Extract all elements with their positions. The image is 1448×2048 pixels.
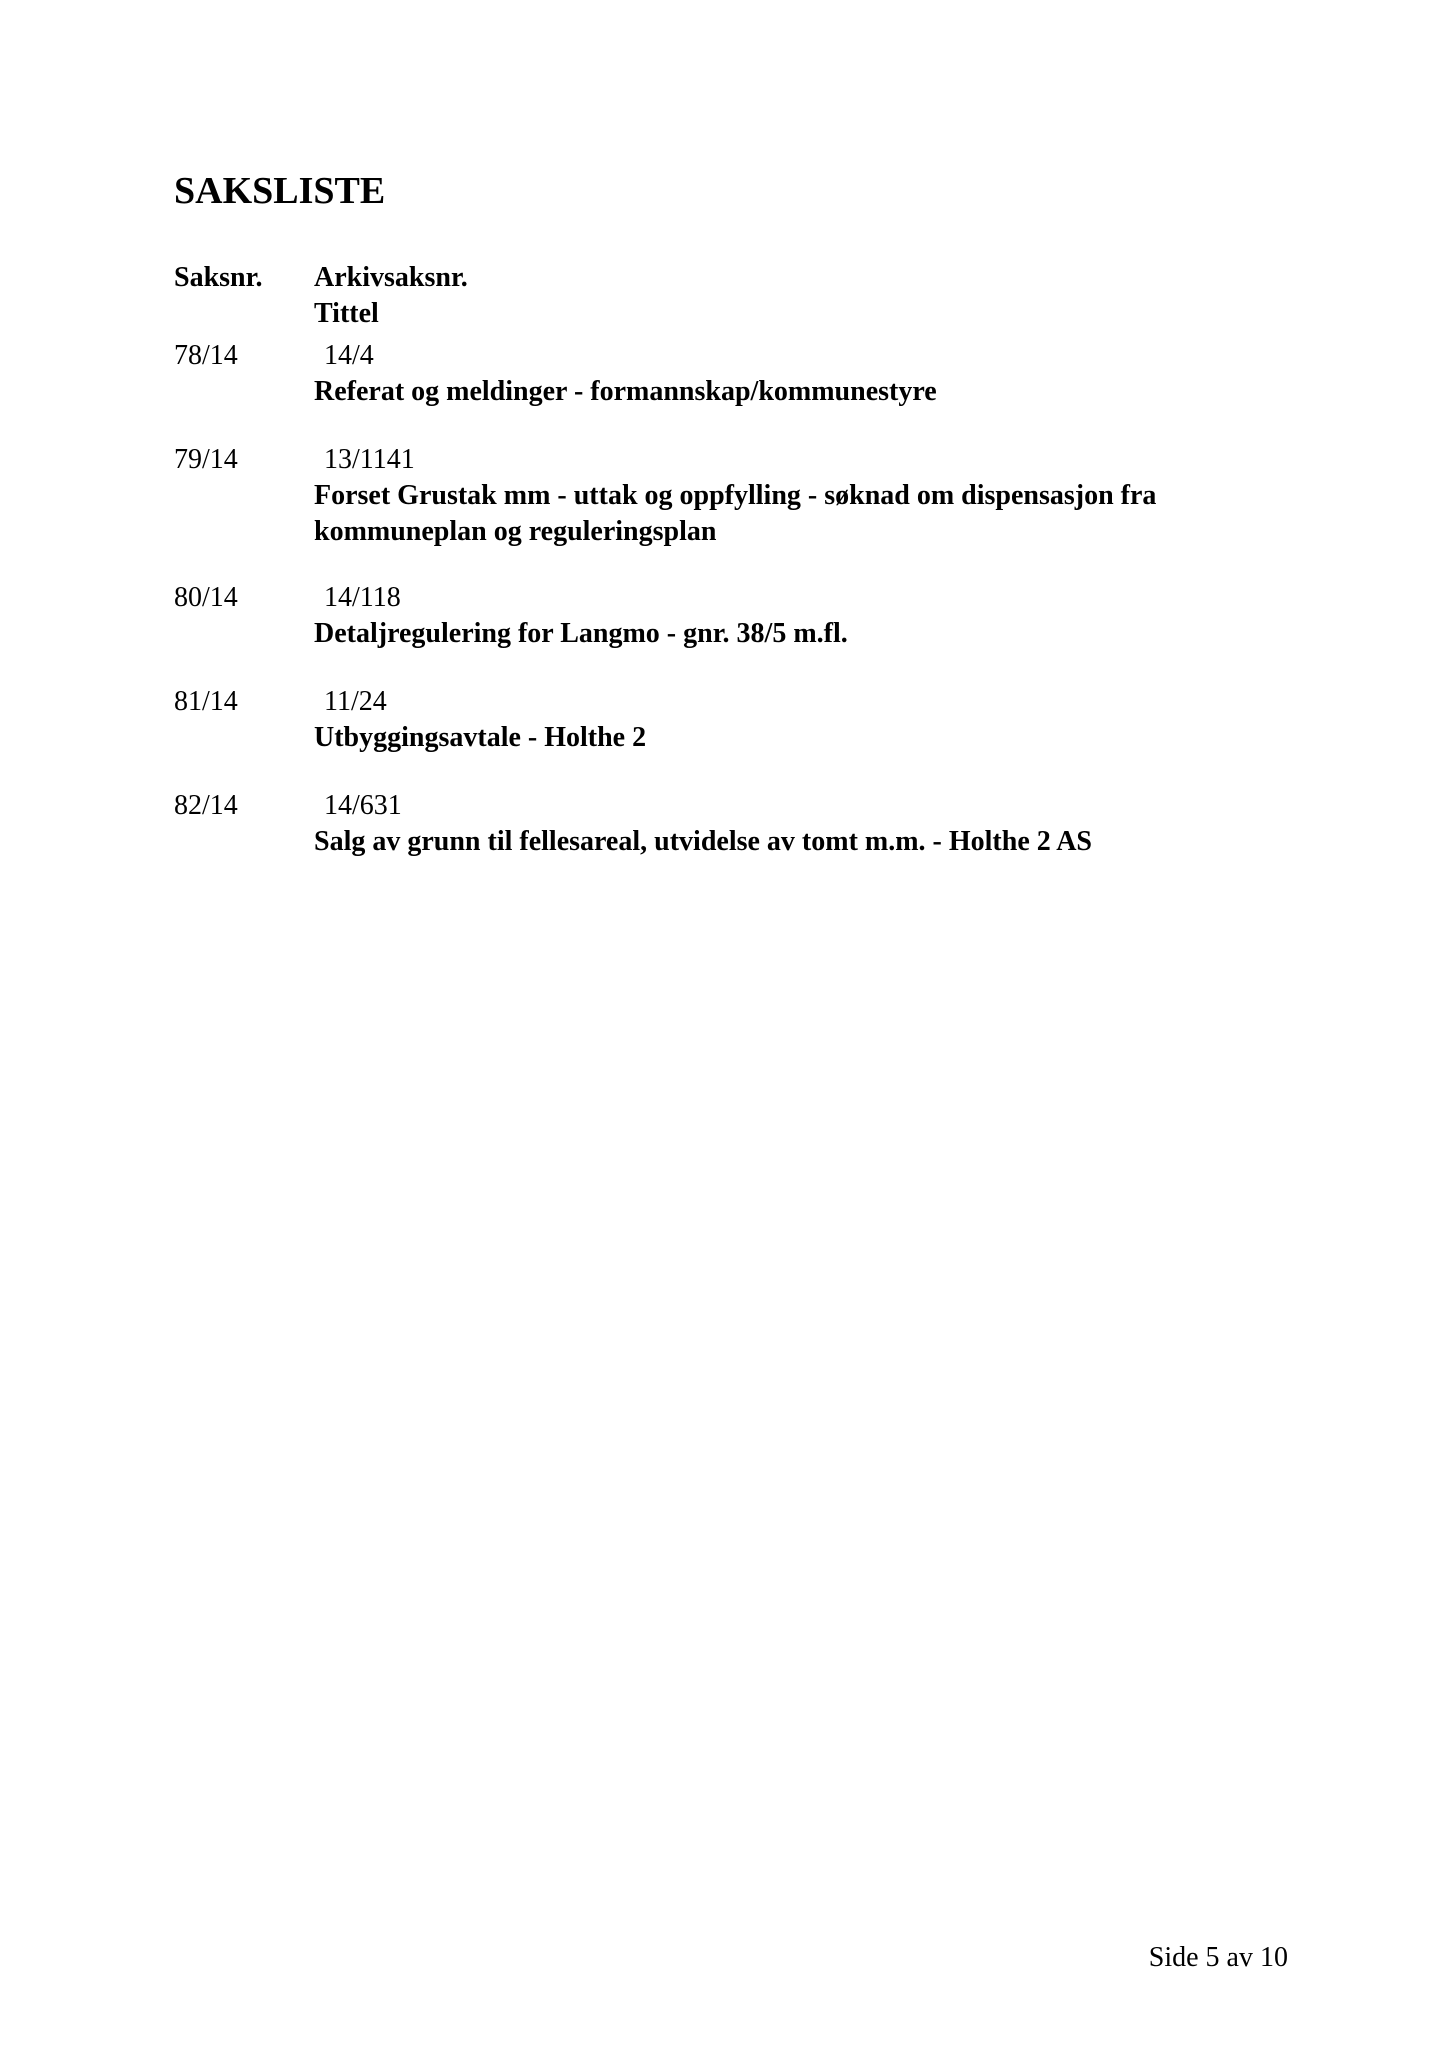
case-saksnr: 81/14: [174, 686, 238, 717]
header-tittel: Tittel: [314, 298, 379, 329]
case-title: Detaljregulering for Langmo - gnr. 38/5 m.fl.: [314, 618, 848, 649]
case-saksnr: 80/14: [174, 582, 238, 613]
case-arkivsaksnr: 14/118: [324, 582, 401, 613]
case-arkivsaksnr: 14/631: [324, 790, 402, 821]
page-title: SAKSLISTE: [174, 170, 386, 212]
case-arkivsaksnr: 14/4: [324, 340, 374, 371]
header-saksnr: Saksnr.: [174, 262, 263, 293]
case-title: Forset Grustak mm - uttak og oppfylling - søknad om dispensasjon fra kommuneplan og reguleringsplan: [314, 480, 1157, 547]
case-arkivsaksnr: 11/24: [324, 686, 387, 717]
case-saksnr: 79/14: [174, 444, 238, 475]
case-arkivsaksnr: 13/1141: [324, 444, 415, 475]
page-number: Side 5 av 10: [1148, 1942, 1288, 1973]
case-title: Utbyggingsavtale - Holthe 2: [314, 722, 647, 753]
case-title: Salg av grunn til fellesareal, utvidelse av tomt m.m. - Holthe 2 AS: [314, 826, 1092, 857]
case-title: Referat og meldinger - formannskap/kommunestyre: [314, 376, 937, 407]
case-saksnr: 78/14: [174, 340, 238, 371]
case-saksnr: 82/14: [174, 790, 238, 821]
header-arkivsaksnr: Arkivsaksnr.: [314, 262, 468, 293]
